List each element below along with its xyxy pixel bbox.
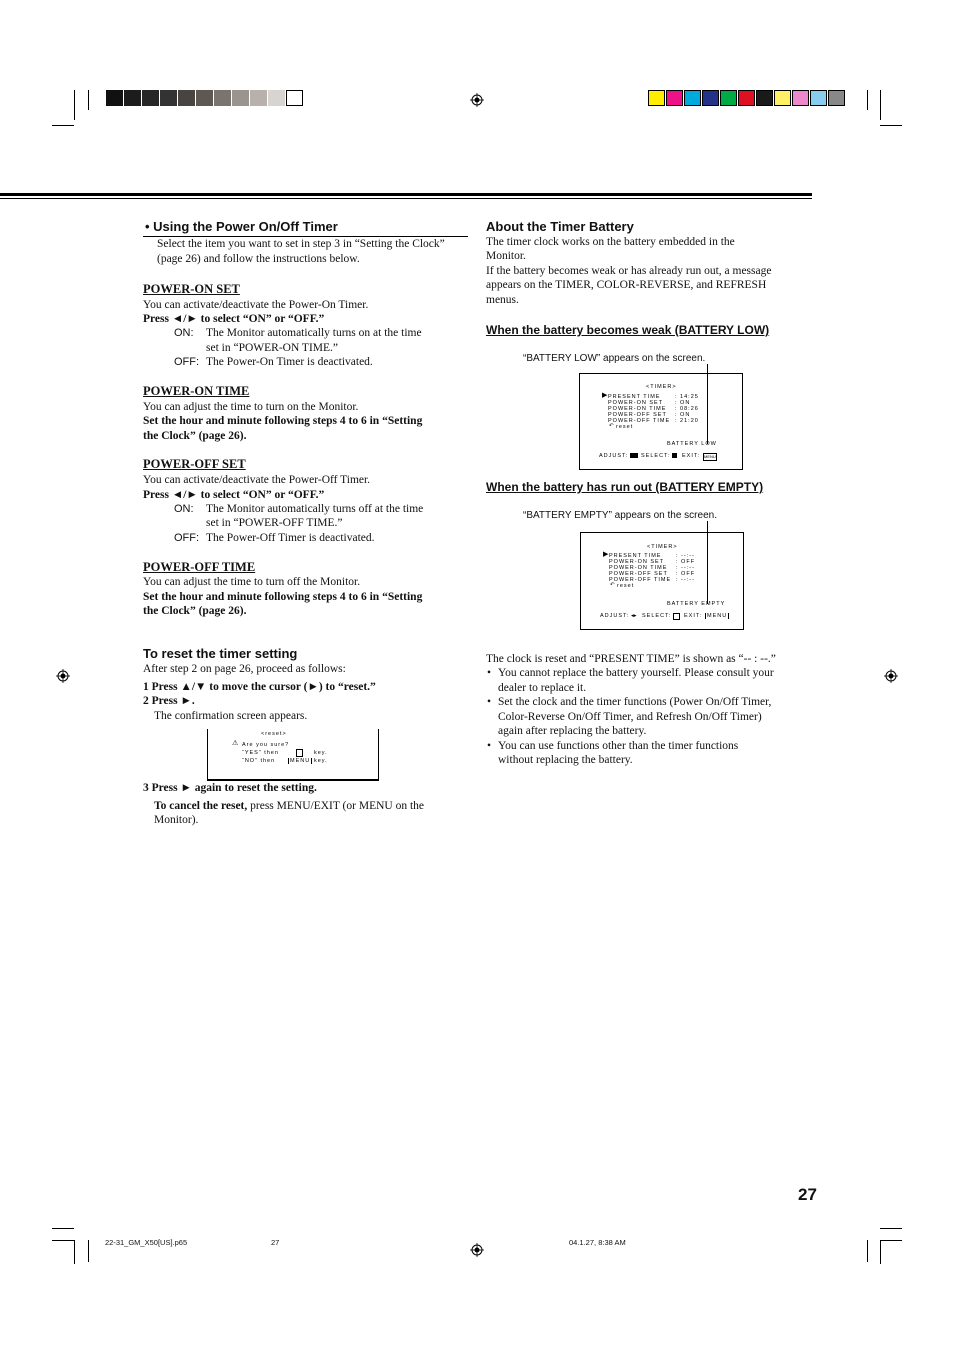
battery-text: If the battery becomes weak or has already run out, a message <box>486 265 772 277</box>
footer-filename: 22-31_GM_X50[US].p65 <box>105 1238 188 1247</box>
screen-row-val: : ON <box>675 400 691 406</box>
crop-mark <box>52 1228 74 1229</box>
section-press: Set the hour and minute following steps 4 to 6 in “Setting <box>143 591 423 603</box>
battery-low-caption: “BATTERY LOW” appears on the screen. <box>523 353 706 364</box>
battery-low-heading: When the battery becomes weak (BATTERY LOW) <box>486 323 770 337</box>
screen-row-val: : --:-- <box>676 565 695 571</box>
screen-exit: EXIT: <box>682 453 701 459</box>
color-swatch <box>666 90 683 106</box>
crop-mark <box>880 1228 902 1229</box>
adjust-key-icon: ◂▸ <box>631 613 637 619</box>
screen-select: SELECT: <box>641 453 671 459</box>
menu-key-label: MENU <box>290 758 311 764</box>
screen-line: “NO” then <box>242 758 276 764</box>
bullet-text: Set the clock and the timer functions (Power On/Off Timer, <box>498 696 772 708</box>
screen-adjust: ADJUST: <box>599 453 629 459</box>
battery-empty-heading: When the battery has run out (BATTERY EMPTY) <box>486 480 764 494</box>
gray-swatch <box>286 90 303 106</box>
adjust-key-icon <box>630 453 638 458</box>
color-swatch <box>702 90 719 106</box>
footer-page: 27 <box>271 1238 280 1247</box>
section-press: the Clock” (page 26). <box>143 605 247 617</box>
crop-mark <box>880 1240 902 1241</box>
bullet-icon: • <box>487 739 492 752</box>
registration-mark-icon <box>56 669 70 683</box>
registration-mark-icon <box>884 669 898 683</box>
screen-row-key: POWER-OFF TIME <box>609 577 672 583</box>
registration-mark-icon <box>470 93 484 107</box>
crop-mark <box>74 90 75 120</box>
screen-title: <TIMER> <box>647 544 678 550</box>
screen-row-val: : OFF <box>676 571 696 577</box>
crop-mark <box>52 125 74 126</box>
crop-mark <box>867 1240 868 1262</box>
option-text: The Power-Off Timer is deactivated. <box>206 532 375 544</box>
section-desc: You can adjust the time to turn off the Monitor. <box>143 576 361 588</box>
reset-cancel <box>154 799 464 814</box>
screen-line: “YES” then <box>242 750 279 756</box>
screen-row-key: POWER-OFF TIME <box>608 418 671 424</box>
crop-mark <box>880 1240 881 1264</box>
timer-heading: • Using the Power On/Off Timer <box>145 219 338 234</box>
reset-step-2: 2 Press ►. <box>143 695 195 707</box>
screen-line: Are you sure? <box>242 742 290 748</box>
color-swatch <box>648 90 665 106</box>
screen-row-val: : 21:20 <box>675 418 699 424</box>
header-rule <box>0 193 812 196</box>
battery-low-screen <box>579 373 743 470</box>
color-swatch <box>792 90 809 106</box>
reset-step-3: 3 Press ► again to reset the setting. <box>143 782 317 794</box>
header-rule-thin <box>0 198 812 199</box>
crop-mark <box>867 90 868 110</box>
battery-text: Monitor. <box>486 250 526 262</box>
gray-swatch <box>142 90 159 106</box>
select-key-icon <box>672 453 677 458</box>
footer-date: 04.1.27, 8:38 AM <box>569 1238 626 1247</box>
screen-adjust: ADJUST: <box>600 613 630 619</box>
gray-swatch <box>232 90 249 106</box>
screen-row-key: POWER-ON TIME <box>608 406 667 412</box>
return-icon: ↶ <box>610 582 615 588</box>
battery-text: The timer clock works on the battery embedded in the <box>486 236 735 248</box>
enter-key-icon <box>296 749 303 757</box>
timer-intro: Select the item you want to set in step 3 in “Setting the Clock” (page 26) and follow the instructions below. <box>157 238 445 265</box>
screen-row-val: : --:-- <box>676 553 695 559</box>
option-text: The Monitor automatically turns on at the time <box>206 327 422 339</box>
gray-swatch <box>196 90 213 106</box>
registration-mark-icon <box>470 1243 484 1257</box>
bullet-text: Color-Reverse On/Off Timer, and Refresh On/Off Timer) <box>498 710 762 723</box>
battery-status: BATTERY EMPTY <box>667 601 726 607</box>
color-swatch <box>756 90 773 106</box>
warning-icon: ⚠ <box>232 740 240 747</box>
reset-cancel-bold: To cancel the reset, <box>154 800 248 812</box>
option-text: The Monitor automatically turns off at the time <box>206 503 424 515</box>
color-swatch <box>828 90 845 106</box>
bullet-icon: • <box>487 667 492 679</box>
battery-status: BATTERY LOW <box>667 441 717 447</box>
crop-mark <box>880 90 881 120</box>
battery-heading: About the Timer Battery <box>486 219 634 234</box>
section-title: POWER-OFF SET <box>143 457 246 471</box>
bullet-text: again after replacing the battery. <box>498 725 647 737</box>
option-label: ON: <box>174 503 194 515</box>
crop-mark <box>88 90 89 110</box>
menu-key-label: MENU <box>707 613 728 619</box>
section-desc: You can activate/deactivate the Power-On Timer. <box>143 299 369 311</box>
section-desc: You can adjust the time to turn on the Monitor. <box>143 401 359 413</box>
screen-line: key. <box>314 758 328 764</box>
section-press: the Clock” (page 26). <box>143 430 247 442</box>
reset-confirm-screen <box>207 729 379 781</box>
screen-title: <reset> <box>261 731 287 737</box>
screen-row-key: POWER-OFF SET <box>608 412 667 418</box>
reset-cancel-line2: Monitor). <box>154 814 199 826</box>
screen-row-val: : --:-- <box>676 577 695 583</box>
gray-swatch <box>106 90 123 106</box>
reset-heading: To reset the timer setting <box>143 646 298 661</box>
screen-reset: reset <box>616 424 634 430</box>
screen-title: <TIMER> <box>646 384 677 390</box>
option-text: set in “POWER-ON TIME.” <box>206 342 339 354</box>
screen-select: SELECT: <box>642 613 672 619</box>
battery-empty-screen <box>580 532 744 630</box>
crop-mark <box>88 1240 89 1262</box>
select-key-icon <box>673 613 680 620</box>
color-swatch <box>774 90 791 106</box>
color-swatch <box>738 90 755 106</box>
cursor-icon: ▶ <box>603 551 609 558</box>
crop-mark <box>880 125 902 126</box>
gray-swatch <box>214 90 231 106</box>
battery-text: appears on the TIMER, COLOR-REVERSE, and REFRESH <box>486 279 767 291</box>
color-swatch <box>810 90 827 106</box>
option-label: ON: <box>174 327 194 339</box>
screen-line: key. <box>314 750 328 756</box>
return-icon: ↶ <box>609 423 614 429</box>
crop-mark <box>74 1240 75 1264</box>
section-desc: You can activate/deactivate the Power-Off Timer. <box>143 474 371 486</box>
section-title: POWER-ON TIME <box>143 384 250 398</box>
menu-key-label: MENU <box>704 454 716 459</box>
screen-row-key: POWER-ON TIME <box>609 565 668 571</box>
battery-text: menus. <box>486 294 519 306</box>
bullet-text: You cannot replace the battery yourself. Please consult your <box>498 667 774 679</box>
screen-row-key: PRESENT TIME <box>608 394 661 400</box>
section-title: POWER-OFF TIME <box>143 560 256 574</box>
gray-swatch <box>160 90 177 106</box>
section-press: Press ◄/► to select “ON” or “OFF.” <box>143 489 325 501</box>
bullet-text: dealer to replace it. <box>498 681 587 694</box>
option-label: OFF: <box>174 532 200 544</box>
crop-mark <box>52 1240 74 1241</box>
screen-exit: EXIT: <box>684 613 703 619</box>
battery-empty-caption: “BATTERY EMPTY” appears on the screen. <box>523 510 717 521</box>
section-press: Press ◄/► to select “ON” or “OFF.” <box>143 313 325 325</box>
cursor-icon: ▶ <box>602 392 608 399</box>
color-swatch <box>720 90 737 106</box>
screen-row-val: : 08:26 <box>675 406 699 412</box>
option-text: set in “POWER-OFF TIME.” <box>206 517 343 529</box>
screen-row-key: PRESENT TIME <box>609 553 662 559</box>
page-number: 27 <box>798 1185 817 1204</box>
bullet-icon: • <box>487 696 492 708</box>
bullet-text: You can use functions other than the timer functions <box>498 739 739 752</box>
reset-step-2-note: The confirmation screen appears. <box>154 710 308 722</box>
bullet-text: without replacing the battery. <box>498 754 633 766</box>
screen-row-val: : OFF <box>676 559 696 565</box>
screen-row-key: POWER-ON SET <box>609 559 665 565</box>
option-label: OFF: <box>174 356 200 368</box>
reset-cancel-text: press MENU/EXIT (or MENU on the <box>247 800 424 812</box>
section-title: POWER-ON SET <box>143 282 240 296</box>
reset-intro: After step 2 on page 26, proceed as follows: <box>143 663 346 675</box>
screen-row-key: POWER-ON SET <box>608 400 664 406</box>
option-text: The Power-On Timer is deactivated. <box>206 356 373 368</box>
color-swatch <box>684 90 701 106</box>
reset-step-1: 1 Press ▲/▼ to move the cursor (►) to “reset.” <box>143 681 376 693</box>
gray-swatch <box>124 90 141 106</box>
screen-row-val: : ON <box>675 412 691 418</box>
reset-result-text: The clock is reset and “PRESENT TIME” is shown as “-- : --.” <box>486 653 776 665</box>
screen-reset: reset <box>617 583 635 589</box>
screen-row-val: : 14:25 <box>675 394 699 400</box>
gray-swatch <box>178 90 195 106</box>
section-press: Set the hour and minute following steps 4 to 6 in “Setting <box>143 415 423 427</box>
screen-row-key: POWER-OFF SET <box>609 571 668 577</box>
gray-swatch <box>268 90 285 106</box>
gray-swatch <box>250 90 267 106</box>
